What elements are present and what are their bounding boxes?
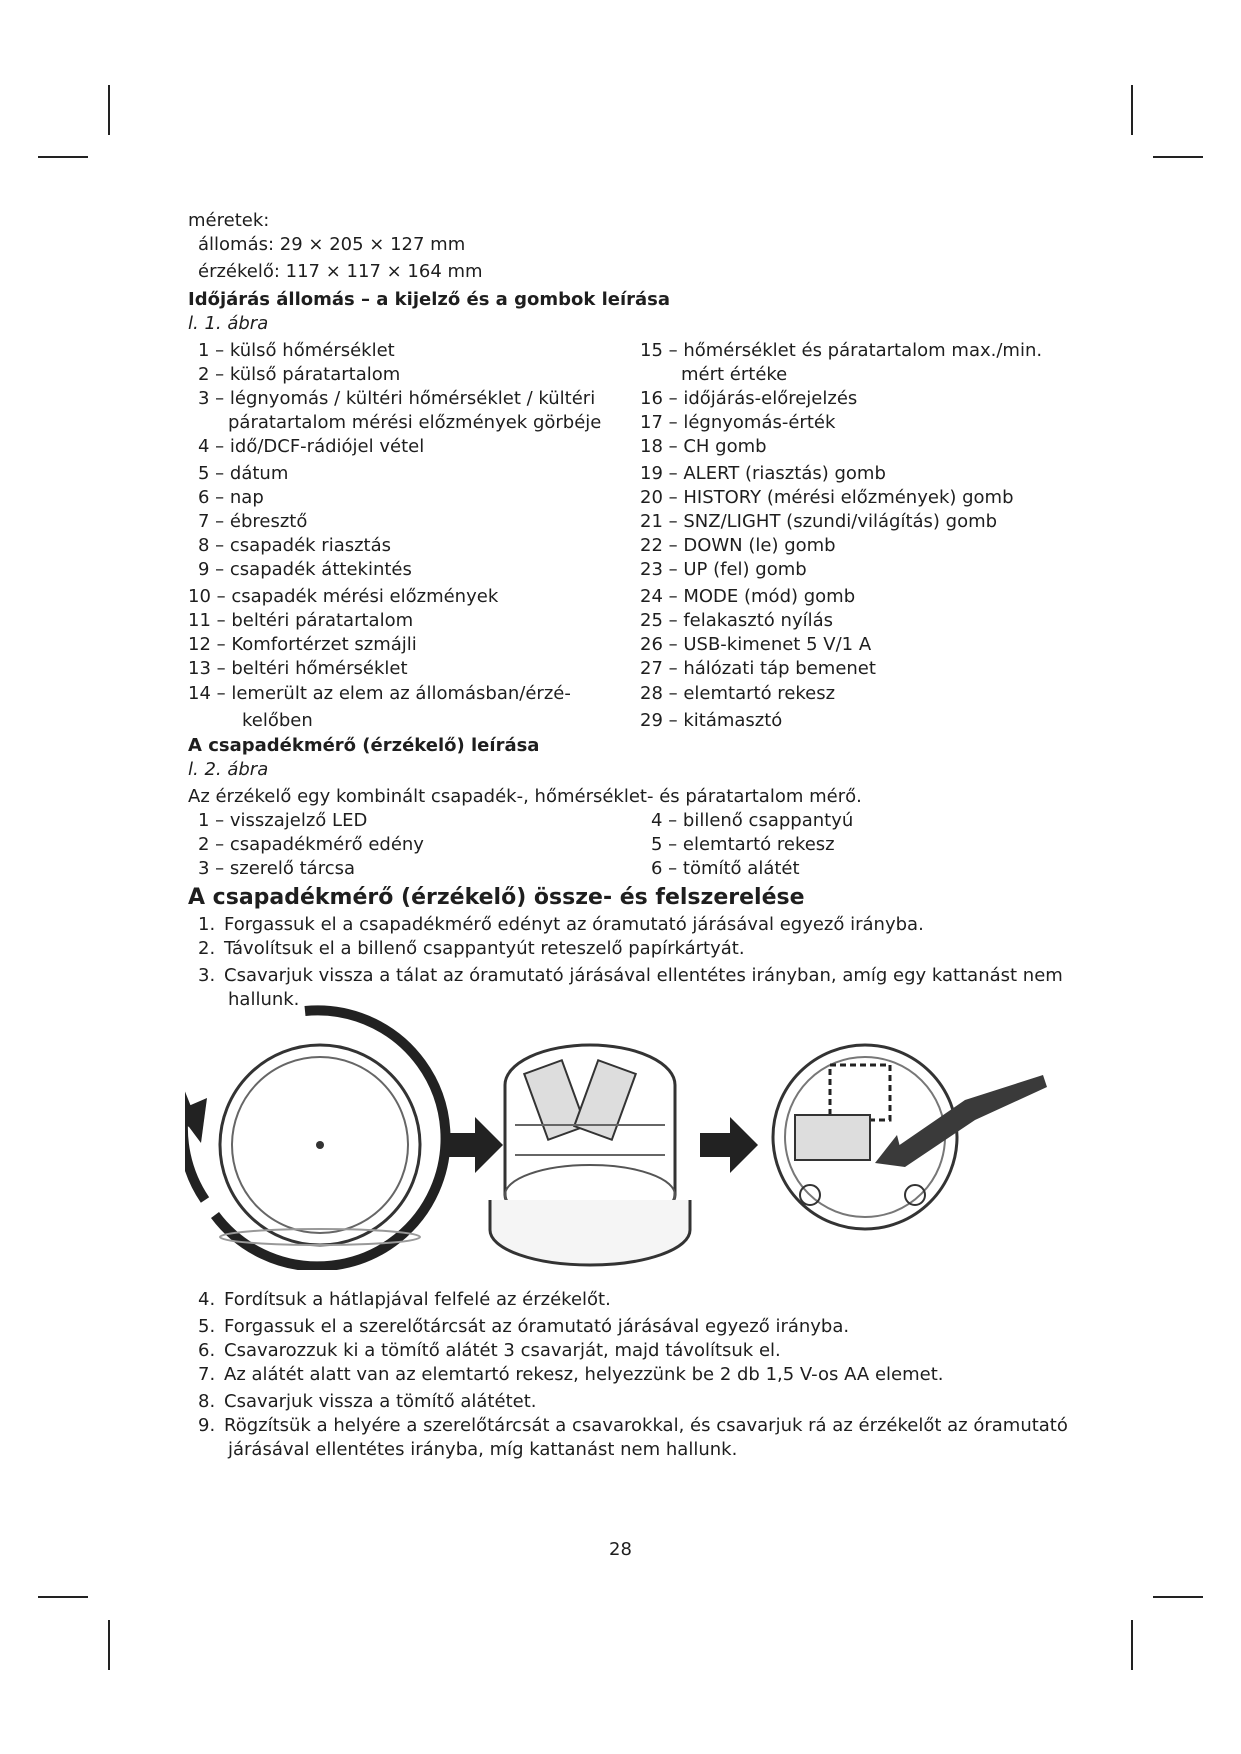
step-text: Forgassuk el a csapadékmérő edényt az óramutató járásával egyező irányba. [224,914,924,935]
assembly-step-2 [198,937,745,961]
dimensions-station: állomás: 29 × 205 × 127 mm [198,234,466,255]
station-left-item-13: 13 – beltéri hőmérséklet [188,658,408,679]
assembly-step-6 [198,1339,781,1363]
station-left-item-5: 5 – dátum [198,463,289,484]
station-left-item-9: 9 – csapadék áttekintés [198,559,412,580]
station-right-item-18: 18 – CH gomb [640,436,767,457]
station-right-item-28: 28 – elemtartó rekesz [640,683,836,704]
sensor-left-item-3: 3 – szerelő tárcsa [198,858,356,879]
assembly-step-3-cont: hallunk. [228,989,300,1010]
station-left-item-14: 14 – lemerült az elem az állomásban/érzé- [188,683,571,704]
base-drawing [773,1045,1047,1229]
station-right-item-16: 16 – időjárás-előrejelzés [640,388,858,409]
sensor-heading: A csapadékmérő (érzékelő) leírása [188,735,540,756]
sensor-left-item-2: 2 – csapadékmérő edény [198,834,424,855]
crop-mark-bl-v [108,1620,110,1670]
step-text: Csavarjuk vissza a tömítő alátétet. [224,1391,537,1412]
station-left-item-11: 11 – beltéri páratartalom [188,610,414,631]
step-number: 3. [198,965,216,986]
assembly-heading: A csapadékmérő (érzékelő) össze- és felszerelése [188,885,805,910]
station-right-item-15: 15 – hőmérséklet és páratartalom max./min. [640,340,1043,361]
step-number: 2. [198,938,216,959]
station-left-item-14-cont: kelőben [242,710,313,731]
step-number: 1. [198,914,216,935]
assembly-step-9 [198,1414,1068,1438]
station-right-item-29: 29 – kitámasztó [640,710,783,731]
station-left-item-12: 12 – Komfortérzet szmájli [188,634,417,655]
station-left-item-3: 3 – légnyomás / kültéri hőmérséklet / kültéri [198,388,596,409]
assembly-step-3 [198,964,1063,988]
station-left-item-8: 8 – csapadék riasztás [198,535,392,556]
crop-mark-br-h [1153,1596,1203,1598]
assembly-step-5 [198,1315,849,1339]
open-sensor-drawing [490,1045,690,1265]
station-left-item-10: 10 – csapadék mérési előzmények [188,586,499,607]
sensor-right-item-6: 6 – tömítő alátét [651,858,800,879]
station-right-item-17: 17 – légnyomás-érték [640,412,836,433]
assembly-step-1 [198,913,924,937]
station-right-item-23: 23 – UP (fel) gomb [640,559,807,580]
sensor-right-item-4: 4 – billenő csappantyú [651,810,854,831]
assembly-step-7 [198,1363,944,1387]
station-left-item-3-cont: páratartalom mérési előzmények görbéje [228,412,602,433]
station-heading: Időjárás állomás – a kijelző és a gombok leírása [188,289,671,310]
step-number: 5. [198,1316,216,1337]
sensor-intro: Az érzékelő egy kombinált csapadék-, hőmérséklet- és páratartalom mérő. [188,786,862,807]
assembly-step-4 [198,1288,611,1312]
crop-mark-br-v [1131,1620,1133,1670]
station-right-item-26: 26 – USB-kimenet 5 V/1 A [640,634,872,655]
crop-mark-tr-v [1131,85,1133,135]
station-left-item-7: 7 – ébresztő [198,511,308,532]
station-left-item-1: 1 – külső hőmérséklet [198,340,395,361]
station-right-item-21: 21 – SNZ/LIGHT (szundi/világítás) gomb [640,511,998,532]
crop-mark-tr-h [1153,156,1203,158]
step-number: 6. [198,1340,216,1361]
sensor-figure-ref: l. 2. ábra [188,759,269,780]
step-text: Az alátét alatt van az elemtartó rekesz, helyezzünk be 2 db 1,5 V-os AA elemet. [224,1364,944,1385]
station-right-item-20: 20 – HISTORY (mérési előzmények) gomb [640,487,1014,508]
step-text: Fordítsuk a hátlapjával felfelé az érzékelőt. [224,1289,611,1310]
station-right-item-15-cont: mért értéke [681,364,788,385]
step-number: 8. [198,1391,216,1412]
station-right-item-25: 25 – felakasztó nyílás [640,610,834,631]
station-left-item-6: 6 – nap [198,487,264,508]
assembly-illustration [185,1005,1065,1270]
assembly-step-9-cont: járásával ellentétes irányba, míg kattanást nem hallunk. [228,1439,738,1460]
page-number: 28 [609,1539,632,1560]
step-text: Csavarjuk vissza a tálat az óramutató járásával ellentétes irányban, amíg egy kattanást nem [224,965,1063,986]
sensor-right-item-5: 5 – elemtartó rekesz [651,834,835,855]
arrow-icon [700,1117,758,1173]
dimensions-sensor: érzékelő: 117 × 117 × 164 mm [198,261,483,282]
dimensions-label: méretek: [188,210,270,231]
station-right-item-24: 24 – MODE (mód) gomb [640,586,856,607]
station-right-item-27: 27 – hálózati táp bemenet [640,658,876,679]
crop-mark-tl-v [108,85,110,135]
crop-mark-tl-h [38,156,88,158]
sensor-left-item-1: 1 – visszajelző LED [198,810,368,831]
step-number: 9. [198,1415,216,1436]
step-number: 4. [198,1289,216,1310]
step-text: Csavarozzuk ki a tömítő alátét 3 csavarját, majd távolítsuk el. [224,1340,781,1361]
step-text: Forgassuk el a szerelőtárcsát az óramutató járásával egyező irányba. [224,1316,850,1337]
station-right-item-19: 19 – ALERT (riasztás) gomb [640,463,886,484]
arrow-icon [445,1117,503,1173]
step-text: Távolítsuk el a billenő csappantyút reteszelő papírkártyát. [224,938,745,959]
step-text: Rögzítsük a helyére a szerelőtárcsát a csavarokkal, és csavarjuk rá az érzékelőt az óramutató [224,1415,1068,1436]
assembly-step-8 [198,1390,536,1414]
station-figure-ref: l. 1. ábra [188,313,269,334]
step-number: 7. [198,1364,216,1385]
station-left-item-4: 4 – idő/DCF-rádiójel vétel [198,436,425,457]
station-left-item-2: 2 – külső páratartalom [198,364,401,385]
crop-mark-bl-h [38,1596,88,1598]
lid-drawing [185,1010,446,1266]
station-right-item-22: 22 – DOWN (le) gomb [640,535,836,556]
